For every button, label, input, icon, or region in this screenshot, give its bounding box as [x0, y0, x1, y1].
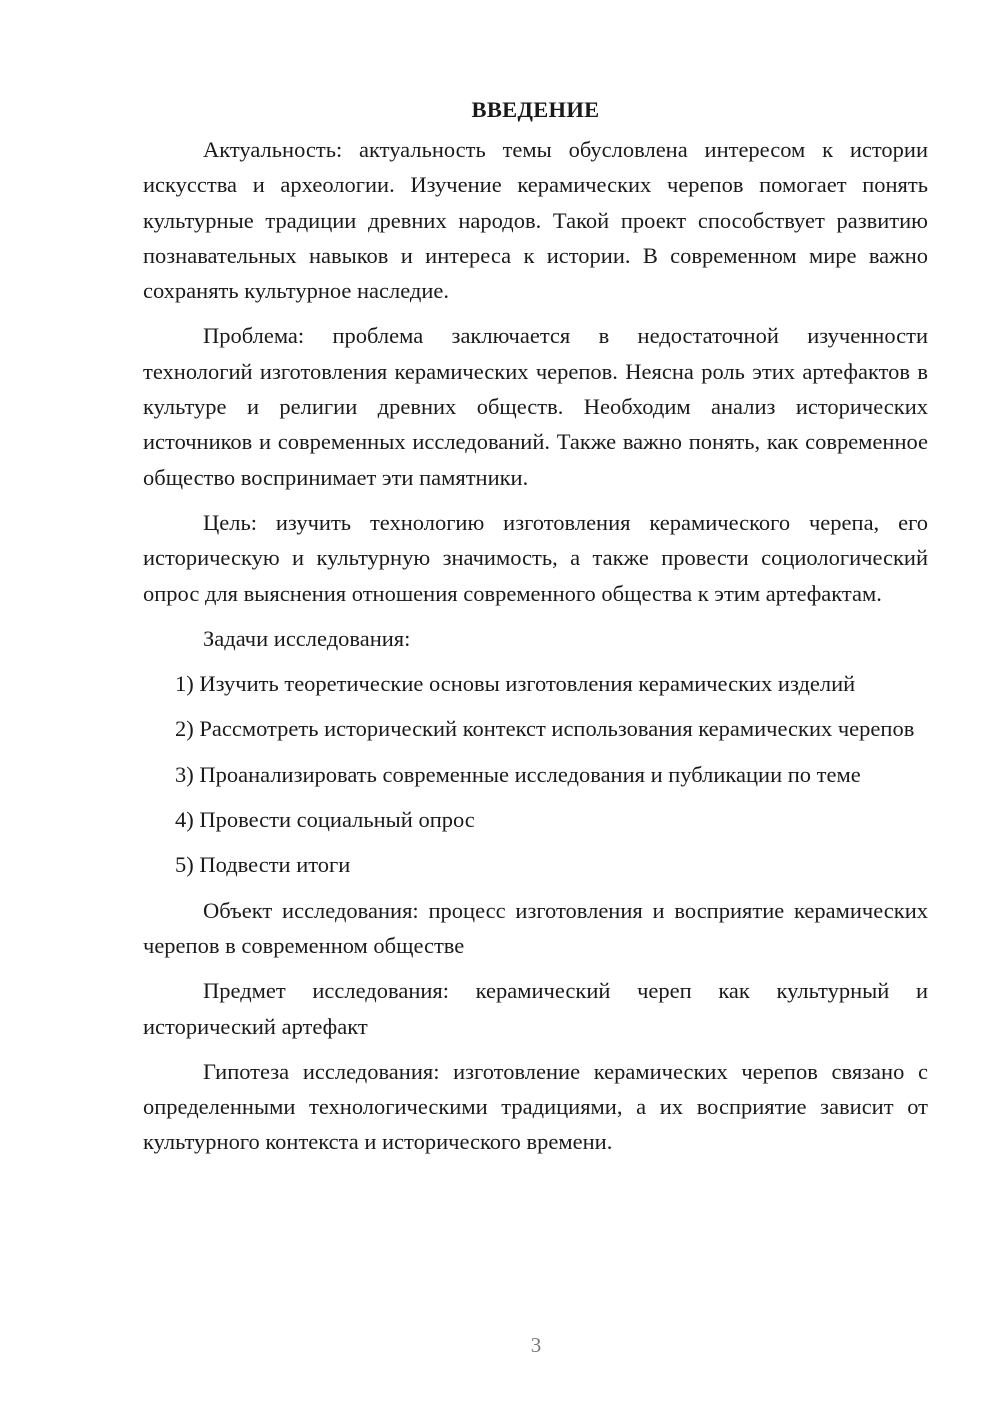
- subject-paragraph: Предмет исследования: керамический череп как культурный и исторический артефакт: [143, 978, 928, 1039]
- page-number: 3: [530, 1333, 542, 1357]
- task-item-3: 3) Проанализировать современные исследования и публикации по теме: [175, 761, 861, 787]
- relevance-paragraph: Актуальность: актуальность темы обусловлена интересом к истории искусства и археологии. Изучение керамических черепов помогает понять культурные традиции древних народов. Такой проект способствует развитию познавательных навыков и интереса к истории. В современном мире важно сохранять культурное наследие.: [143, 137, 928, 304]
- tasks-heading: Задачи исследования:: [203, 625, 411, 651]
- goal-paragraph: Цель: изучить технологию изготовления керамического черепа, его историческую и культурную значимость, а также провести социологический опрос для выяснения отношения современного общества к этим артефактам.: [143, 509, 928, 606]
- page-content: [143, 92, 928, 1170]
- object-paragraph: Объект исследования: процесс изготовления и восприятие керамических черепов в современном обществе: [143, 897, 928, 958]
- task-item-1: 1) Изучить теоретические основы изготовления керамических изделий: [175, 671, 856, 697]
- task-item-4: 4) Провести социальный опрос: [175, 807, 475, 833]
- problem-paragraph: Проблема: проблема заключается в недостаточной изученности технологий изготовления керамических черепов. Неясна роль этих артефактов в культуре и религии древних обществ. Необходим анализ исторических источников и современных исследований. Также важно понять, как современное общество воспринимает эти памятники.: [143, 323, 928, 490]
- page-title: ВВЕДЕНИЕ: [471, 97, 600, 122]
- hypothesis-paragraph: Гипотеза исследования: изготовление керамических черепов связано с определенными технологическими традициями, а их восприятие зависит от культурного контекста и исторического времени.: [143, 1058, 928, 1155]
- task-item-2: 2) Рассмотреть исторический контекст использования керамических черепов: [175, 716, 915, 742]
- task-item-5: 5) Подвести итоги: [175, 852, 351, 878]
